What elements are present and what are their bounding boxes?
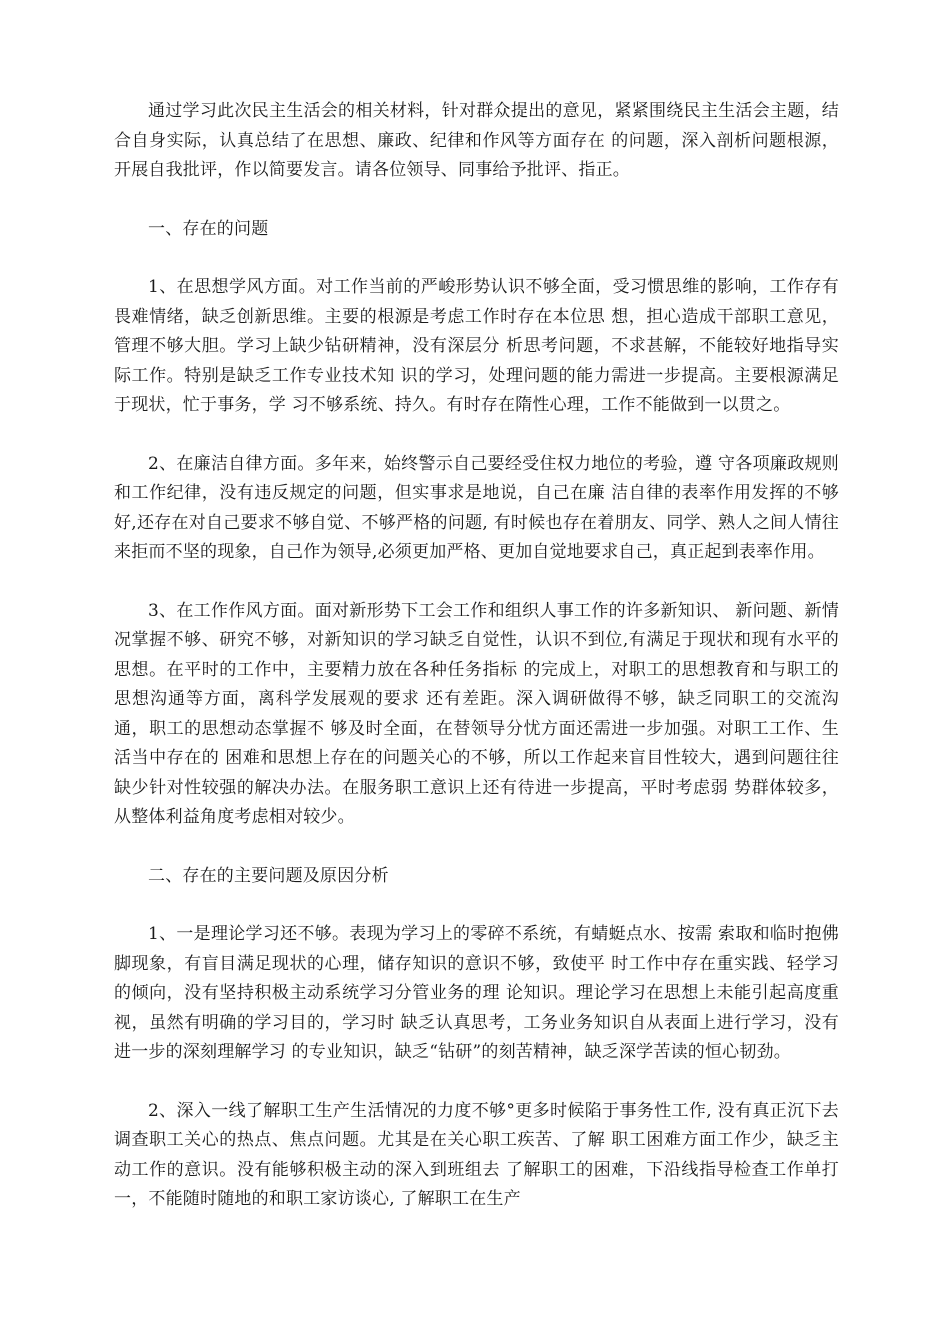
section-1-paragraph-2: 2、在廉洁自律方面。多年来，始终警示自己要经受住权力地位的考验，遵 守各项廉政规则和工作纪律，没有违反规定的问题，但实事求是地说，自己在廉 洁自律的表率作用发挥的不够好,还存在对自己要求不够自觉、不够严格的问题, 有时候也存在着朋友、同学、熟人之间人情往来拒而不坚的现象，自己作为领导,必须更加严格、更加自觉地要求自己，真正起到表率作用。 [114,453,839,562]
section-2-paragraph-1: 1、一是理论学习还不够。表现为学习上的零碎不系统，有蜻蜓点水、按需 索取和临时抱佛脚现象，有盲目满足现状的心理，储存知识的意识不够，致使平 时工作中存在重实践、轻学习的倾向，没有坚持积极主动系统学习分管业务的理 论知识。理论学习在思想上未能引起高度重视，虽然有明确的学习目的，学习时 缺乏认真思考，工务业务知识自从表面上进行学习，没有进一步的深刻理解学习 的专业知识，缺乏“钻研”的刻苦精神，缺乏深学苦读的恒心韧劲。 [114,924,839,1062]
section-1-paragraph-1: 1、在思想学风方面。对工作当前的严峻形势认识不够全面，受习惯思维的影响，工作存有畏难情绪，缺乏创新思维。主要的根源是考虑工作时存在本位思 想，担心造成干部职工意见，管理不够大胆。学习上缺少钻研精神，没有深层分 析思考问题，不求甚解，不能较好地指导实际工作。特别是缺乏工作专业技术知 识的学习，处理问题的能力需进一步提高。主要根源满足于现状，忙于事务，学 习不够系统、持久。有时存在隋性心理，工作不能做到一以贯之。 [114,277,839,415]
section-1-paragraph-3: 3、在工作作风方面。面对新形势下工会工作和组织人事工作的许多新知识、 新问题、新情况掌握不够、研究不够，对新知识的学习缺乏自觉性，认识不到位,有满足于现状和现有水平的思想。在平时的工作中，主要精力放在各种任务指标 的完成上，对职工的思想教育和与职工的思想沟通等方面，离科学发展观的要求 还有差距。深入调研做得不够，缺乏同职工的交流沟通，职工的思想动态掌握不 够及时全面，在替领导分忧方面还需进一步加强。对职工工作、生活当中存在的 困难和思想上存在的问题关心的不够，所以工作起来盲目性较大，遇到问题往往 缺少针对性较强的解决办法。在服务职工意识上还有待进一步提高，平时考虑弱 势群体较多，从整体利益角度考虑相对较少。 [114,600,839,827]
section-2-heading: 二、存在的主要问题及原因分析 [148,865,389,886]
section-2-paragraph-2: 2、深入一线了解职工生产生活情况的力度不够°更多时候陷于事务性工作, 没有真正沉下去调查职工关心的热点、焦点问题。尤其是在关心职工疾苦、了解 职工困难方面工作少，缺乏主动工作的意识。没有能够积极主动的深入到班组去 了解职工的困难，下沿线指导检查工作单打一，不能随时随地的和职工家访谈心, 了解职工在生产 [114,1100,839,1209]
section-1-heading: 一、存在的问题 [148,218,269,239]
document-body [114,97,839,1244]
intro-paragraph: 通过学习此次民主生活会的相关材料，针对群众提出的意见，紧紧围绕民主生活会主题，结合自身实际，认真总结了在思想、廉政、纪律和作风等方面存在 的问题，深入剖析问题根源，开展自我批评，作以简要发言。请各位领导、同事给予批评、指正。 [114,101,839,180]
